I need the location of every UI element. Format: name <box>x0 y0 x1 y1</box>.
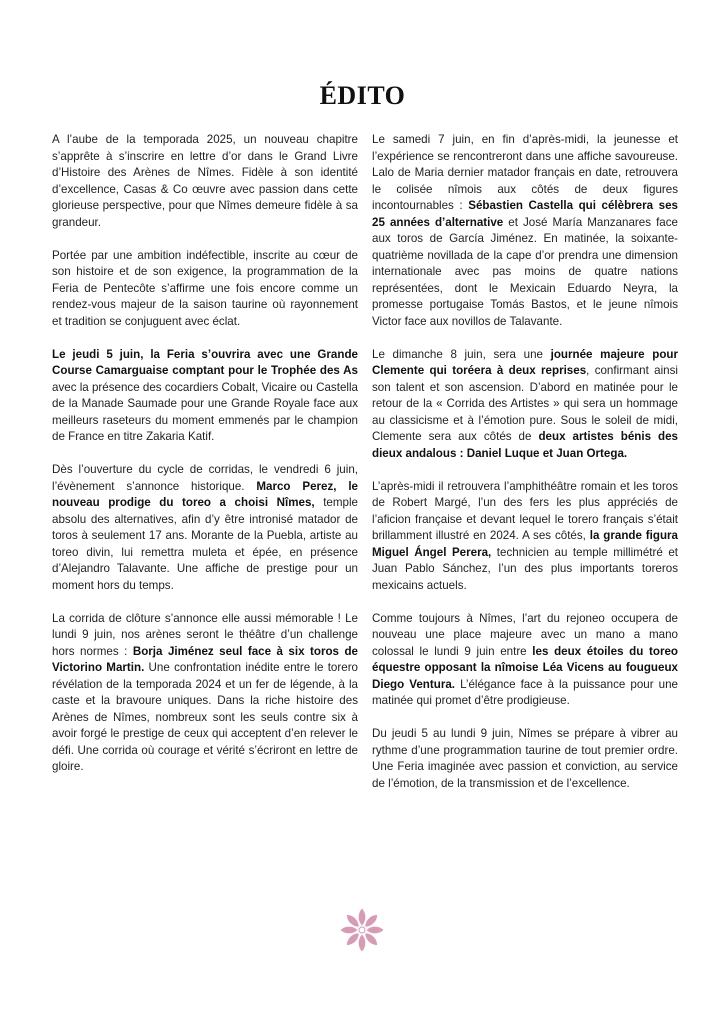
highlight-text: les deux étoiles du toreo équestre opposant la nîmoise Léa Vicens au fougueux Diego Ventura. <box>372 644 678 691</box>
paragraph: Portée par une ambition indéfectible, inscrite au cœur de son histoire et de son exigence, la programmation de la Feria de Pentecôte s’affirme une fois encore comme un rendez-vous majeur de la saison taurine où rayonnement et tradition se conjuguent avec éclat. <box>52 248 358 328</box>
highlight-text: journée majeure pour Clemente qui toréera à deux reprises <box>372 347 679 377</box>
ornament-petal <box>358 934 366 952</box>
paragraph: Dès l’ouverture du cycle de corridas, le vendredi 6 juin, l’évènement s’annonce historique. Marco Perez, le nouveau prodige du toreo a choisi Nîmes, temple absolu des alternatives, afin d’y être intronisé matador de toros à seulement 17 ans. Morante de la Puebla, artiste au toreo divin, lui remettra muleta et épée, en présence d’Alejandro Talavante. Une affiche de prestige pour un moment hors du temps. <box>52 463 358 592</box>
page-title: ÉDITO <box>319 81 406 111</box>
paragraph: A l’aube de la temporada 2025, un nouveau chapitre s’apprête à s’inscrire en lettre d’or dans le Grand Livre d’Histoire des Arènes de Nîmes. Fidèle à son identité d’excellence, Casas & Co œuvre avec passion dans cette glorieuse perspective, pour que Nîmes demeure fidèle à sa grandeur. <box>52 133 358 229</box>
left-column <box>52 132 358 792</box>
paragraph: Le dimanche 8 juin, sera une journée majeure pour Clemente qui toréera à deux reprises, confirmant ainsi son talent et son ascension. D’abord en matinée pour le retour de la « Corrida des Artistes » qui sera un hommage au classicisme et à l’émotion pure. Sous le soleil de midi, Clemente sera aux côtés de deux artistes bénis des dieux andalous : Daniel Luque et Juan Ortega. <box>372 347 679 460</box>
paragraph: Comme toujours à Nîmes, l’art du rejoneo occupera de nouveau une place majeure avec un mano a mano colossal le lundi 9 juin entre les deux étoiles du toreo équestre opposant la nîmoise Léa Vicens au fougueux Diego Ventura. L’élégance face à la puissance pour une matinée qui promet d’être prodigieuse. <box>372 611 678 707</box>
paragraph: L’après-midi il retrouvera l’amphithéâtre romain et les toros de Robert Margé, l’un des fers les plus appréciés de l’aficion française et devant lequel le torero français s’était brillamment illustré en 2024. A ses côtés, la grande figura Miguel Ángel Perera, technicien au temple millimétré et Juan Pablo Sánchez, l’un des plus importants toreros mexicains actuels. <box>372 479 678 592</box>
highlight-text: Marco Perez, le nouveau prodige du toreo a choisi Nîmes, <box>52 479 358 509</box>
highlight-text: deux artistes bénis des dieux andalous : Daniel Luque et Juan Ortega. <box>372 430 679 460</box>
flower-ornament-icon <box>337 905 387 955</box>
paragraph: Du jeudi 5 au lundi 9 juin, Nîmes se prépare à vibrer au rythme d’une programmation taurine de tout premier ordre. Une Feria imaginée avec passion et conviction, au service de l’émotion, de la transmission et de l’excellence. <box>372 727 678 790</box>
highlight-text: Borja Jiménez seul face à six toros de Victorino Martin. <box>52 644 358 674</box>
ornament-petal <box>358 908 366 926</box>
paragraph: La corrida de clôture s’annonce elle aussi mémorable ! Le lundi 9 juin, nos arènes seront le théâtre d’un challenge hors normes : Borja Jiménez seul face à six toros de Victorino Martin. Une confrontation inédite entre le torero révélation de la temporada 2024 et un fer de légende, à la caste et la bravoure uniques. Dans la riche histoire des Arènes de Nîmes, nombreux sont les seuls contre six à avoir forgé le prestige de ceux qui acceptent d’en relever le défi. Une corrida où courage et vérité s’écriront en lettre de gloire. <box>52 611 358 773</box>
paragraph: Le samedi 7 juin, en fin d’après-midi, la jeunesse et l’expérience se rencontreront dans une affiche savoureuse. Lalo de Maria dernier matador français en date, retrouvera le colisée nîmois aux côtés de deux figures incontournables : Sébastien Castella qui célèbrera ses 25 années d’alternative et José María Manzanares face aux toros de García Jiménez. En matinée, la soixante-quatrième novillada de la cape d’or prendra une dimension internationale avec pas moins de quatre nations représentées, dont le Mexicain Eduardo Neyra, la promesse portugaise Tomás Bastos, et le jeune nîmois Victor face aux novillos de Talavante. <box>372 133 679 328</box>
right-column <box>372 132 678 809</box>
highlight-text: Le jeudi 5 juin, la Feria s’ouvrira avec une Grande Course Camarguaise comptant pour le Trophée des As <box>52 347 358 377</box>
paragraph: Le jeudi 5 juin, la Feria s’ouvrira avec une Grande Course Camarguaise comptant pour le Trophée des As avec la présence des cocardiers Cobalt, Vicaire ou Castella de la Manade Saumade pour une Grande Royale face aux meilleurs raseteurs du moment emmenés par le champion de France en titre Zakaria Katif. <box>52 347 358 443</box>
highlight-text: la grande figura Miguel Ángel Perera, <box>372 529 678 559</box>
highlight-text: Sébastien Castella qui célèbrera ses 25 années d’alternative <box>372 199 679 229</box>
ornament-petal <box>340 926 358 934</box>
ornament-petal <box>366 926 384 934</box>
